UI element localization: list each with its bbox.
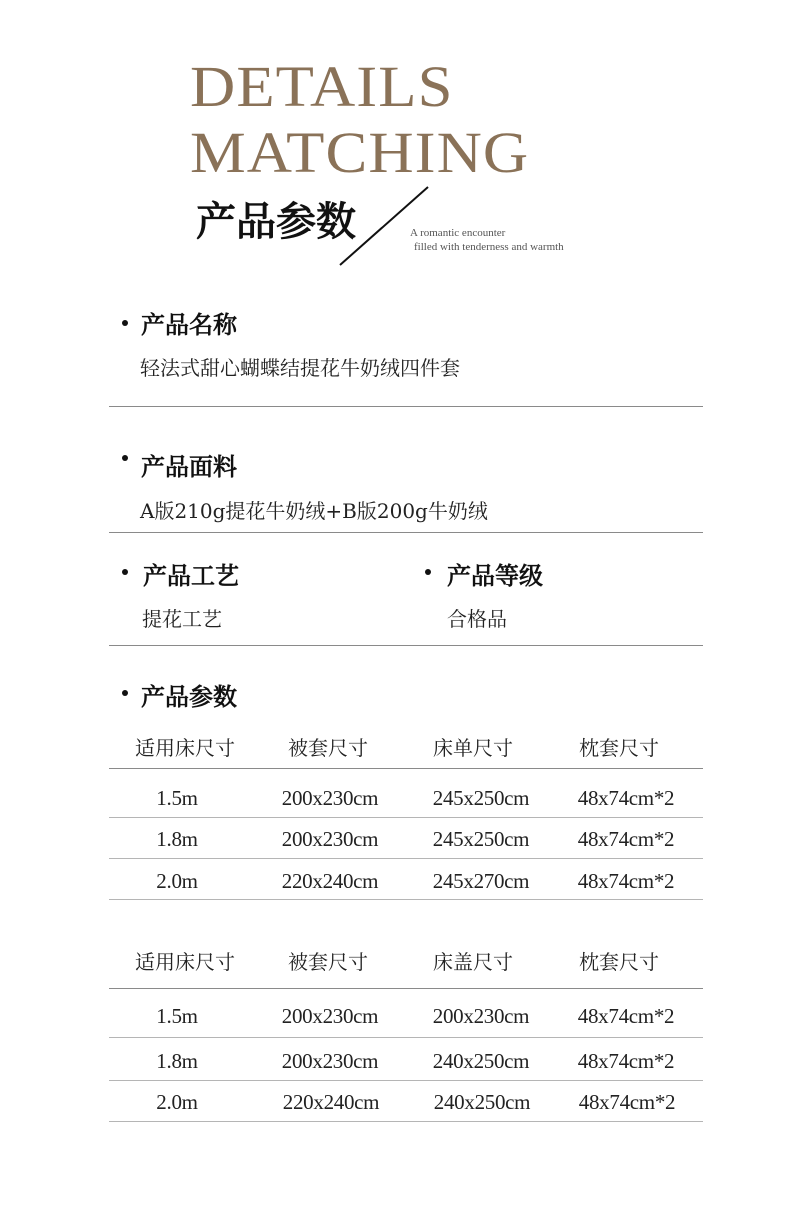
bullet-dot [122, 320, 128, 326]
page-title: 产品参数 [196, 199, 356, 245]
table-divider [109, 988, 703, 989]
table-cell: 240x250cm [433, 1090, 531, 1114]
table-header: 适用床尺寸 [135, 950, 235, 974]
table-cell: 240x250cm [432, 1049, 530, 1073]
table-cell: 1.8m [156, 827, 198, 851]
table-cell: 48x74cm*2 [577, 827, 675, 851]
table-cell: 1.5m [156, 1004, 198, 1028]
table-cell: 48x74cm*2 [577, 786, 675, 810]
table-cell: 245x250cm [432, 827, 530, 851]
table-cell: 200x230cm [281, 786, 379, 810]
table-row-divider [109, 1037, 703, 1038]
table-cell: 48x74cm*2 [577, 1049, 675, 1073]
divider [109, 645, 703, 646]
table-row-divider [109, 858, 703, 859]
table-cell: 200x230cm [432, 1004, 530, 1028]
table-header: 适用床尺寸 [135, 736, 235, 760]
grade-value: 合格品 [447, 607, 507, 631]
table-row-divider [109, 1080, 703, 1081]
table-cell: 2.0m [156, 1090, 198, 1114]
product-name-label: 产品名称 [141, 311, 237, 339]
table-header: 被套尺寸 [288, 950, 368, 974]
divider [109, 532, 703, 533]
table-cell: 48x74cm*2 [577, 869, 675, 893]
table-row-divider [109, 1121, 703, 1122]
table-cell: 1.5m [156, 786, 198, 810]
product-name-value: 轻法式甜心蝴蝶结提花牛奶绒四件套 [140, 356, 460, 380]
table-cell: 200x230cm [281, 827, 379, 851]
bullet-dot [122, 455, 128, 461]
tagline-line-2: filled with tenderness and warmth [414, 241, 564, 253]
table-header: 枕套尺寸 [579, 736, 659, 760]
tagline-line-1: A romantic encounter [410, 227, 506, 239]
table-cell: 200x230cm [281, 1004, 379, 1028]
table-header: 床单尺寸 [433, 736, 513, 760]
grade-label: 产品等级 [447, 562, 543, 590]
hero-title-matching: MATCHING [190, 120, 530, 185]
table-cell: 48x74cm*2 [578, 1090, 676, 1114]
table-header: 被套尺寸 [288, 736, 368, 760]
divider [109, 406, 703, 407]
table-cell: 245x270cm [432, 869, 530, 893]
craft-label: 产品工艺 [143, 562, 239, 590]
hero-title-details: DETAILS [190, 54, 454, 119]
fabric-value: A版210g提花牛奶绒+B版200g牛奶绒 [140, 499, 488, 523]
bullet-dot [425, 569, 431, 575]
table-divider [109, 768, 703, 769]
table-header: 枕套尺寸 [579, 950, 659, 974]
bullet-dot [122, 690, 128, 696]
table-cell: 2.0m [156, 869, 198, 893]
table-cell: 220x240cm [282, 1090, 380, 1114]
params-label: 产品参数 [141, 683, 237, 711]
table-row-divider [109, 817, 703, 818]
table-header: 床盖尺寸 [433, 950, 513, 974]
table-cell: 48x74cm*2 [577, 1004, 675, 1028]
table-cell: 220x240cm [281, 869, 379, 893]
fabric-label: 产品面料 [141, 453, 237, 481]
table-cell: 245x250cm [432, 786, 530, 810]
table-cell: 1.8m [156, 1049, 198, 1073]
table-cell: 200x230cm [281, 1049, 379, 1073]
bullet-dot [122, 569, 128, 575]
table-row-divider [109, 899, 703, 900]
craft-value: 提花工艺 [142, 607, 222, 631]
